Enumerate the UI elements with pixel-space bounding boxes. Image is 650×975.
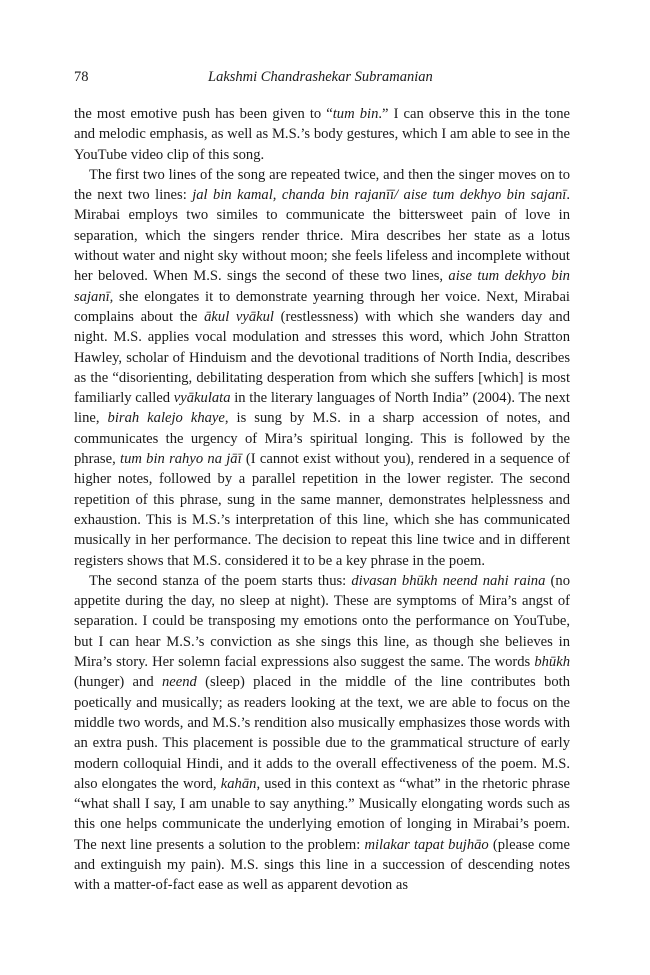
italic-term: tum bin rahyo na jāī: [120, 451, 242, 468]
text-run: , is sung by M.S. in a sharp accession of notes, and communicates the urgency of Mira’s spiritual longing. This is followed by the phrase,: [74, 410, 570, 468]
text-run: (sleep) placed in the middle of the line contributes both poetically and musically; as readers looking at the text, we are able to focus on the middle two words, and M.S.’s rendition also musically emphasizes those words with an extra push. This placement is possible due to the grammatical structure of early modern colloquial Hindi, and it adds to the overall effectiveness of the poem. M.S. also elongates the word,: [74, 674, 570, 792]
paragraph: [74, 104, 570, 165]
text-run: (no appetite during the day, no sleep at night). These are symptoms of Mira’s angst of separation. I could be transposing my emotions onto the performance on YouTube, but I can hear M.S.’s conviction as she sings this line, as though she believes in Mira’s story. Her solemn facial expressions also suggest the same. The words: [74, 572, 570, 671]
italic-term: tum bin: [332, 106, 379, 122]
text-run: (hunger) and: [74, 674, 162, 691]
text-run: The first two lines of the song are repeated twice, and then the singer moves on to the next two lines:: [74, 166, 570, 204]
text-run: .” I can observe this in the tone and melodic emphasis, as well as M.S.’s body gestures, which I am able to see in the YouTube video clip of this song.: [74, 106, 571, 163]
text-run: . Mirabai employs two similes to communicate the bittersweet pain of love in separation, which the singers render thrice. Mira describes her state as a lotus without water and night sky without moon; she feels lifeless and incomplete without her beloved. When M.S. sings the second of these two lines,: [74, 187, 570, 285]
text-run: in the literary languages of North India” (2004). The next line,: [74, 390, 570, 427]
page-number: 78: [74, 69, 89, 85]
italic-term: milakar tapat bujhāo: [364, 836, 489, 853]
italic-term: birah kalejo khaye: [107, 410, 225, 427]
italic-term: kahān: [220, 775, 257, 792]
italic-term: divasan bhūkh neend nahi raina: [351, 572, 546, 589]
paragraph: [74, 571, 570, 896]
italic-term: aise tum dekhyo bin sajanī,: [74, 268, 570, 305]
text-run: , used in this context as “what” in the rhetoric phrase “what shall I say, I am unable to say anything.” Musically elongating words such as this one helps communicate the underlying emotion of longing in Mirabai’s poem. The next line presents a solution to the problem:: [74, 775, 571, 853]
text-run: she elongates it to demonstrate yearning through her voice. Next, Mirabai complains about the: [74, 288, 570, 325]
text-run: (I cannot exist without you), rendered in a sequence of higher notes, followed by a parallel repetition in the lower register. The second repetition of this phrase, sung in the same manner, demonstrates helplessness and exhaustion. This is M.S.’s interpretation of this line, which she has communicated musically in her performance. The decision to repeat this line twice and in different registers shows that M.S. considered it to be a key phrase in the poem.: [74, 451, 571, 569]
italic-term: neend: [161, 674, 197, 691]
text-run: the most emotive push has been given to “: [74, 106, 333, 122]
page-header: [74, 68, 570, 86]
text-run: (restlessness) with which she wanders day and night. M.S. applies vocal modulation and stresses this word, which John Stratton Hawley, scholar of Hinduism and the devotional traditions of North India, describes as the “disorienting, debilitating desperation from which she suffers [which] is most familiarly called: [74, 308, 571, 407]
paragraph: [74, 165, 570, 571]
text-run: (please come and extinguish my pain). M.S. sings this line in a succession of descending notes with a matter-of-fact ease as well as apparent devotion as: [74, 836, 570, 894]
body-text: [74, 104, 570, 896]
italic-term: vyākulata: [173, 390, 231, 407]
italic-term: bhūkh: [534, 654, 570, 671]
italic-term: ākul vyākul: [204, 308, 274, 325]
running-head: Lakshmi Chandrashekar Subramanian: [208, 69, 433, 85]
text-run: The second stanza of the poem starts thus:: [89, 572, 352, 589]
italic-term: jal bin kamal, chanda bin rajanīī/ aise tum dekhyo bin sajanī: [192, 187, 567, 204]
